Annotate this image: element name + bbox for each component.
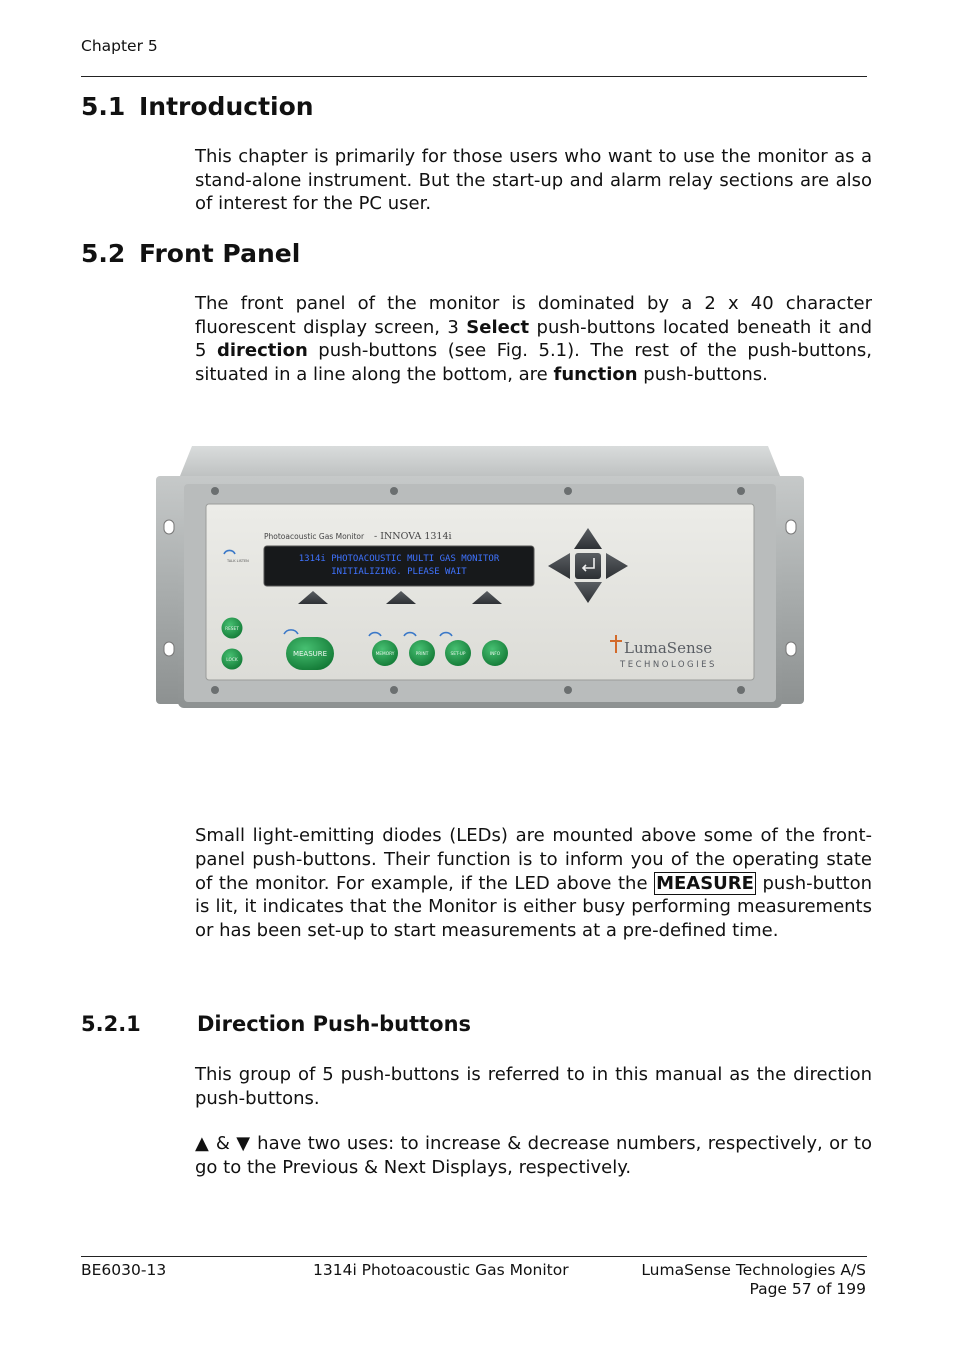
section-title: Introduction [139,92,314,121]
memory-label: MEMORY [375,652,395,657]
reset-label: RESET [225,627,239,632]
section-number: 5.1 [81,92,126,121]
display-line-2: INITIALIZING. PLEASE WAIT [331,567,467,577]
section-heading-5-2-1 [81,1012,471,1036]
setup-label: SET-UP [450,652,466,657]
direction-paragraph-2: ▲ & ▼ have two uses: to increase & decrease numbers, respectively, or to go to the Previous & Next Displays, respectively. [195,1133,872,1178]
lock-label: LOCK [226,658,238,663]
section-title: Front Panel [139,239,301,268]
intro-paragraph: This chapter is primarily for those users who want to use the monitor as a stand-alone instrument. But the start-up and alarm relay sections are also of interest for the PC user. [195,146,872,214]
running-header: Chapter 5 [81,37,158,55]
info-label: INFO [489,652,501,657]
footer-rule [81,1256,867,1257]
led-paragraph: Small light-emitting diodes (LEDs) are mounted above some of the front-panel push-buttons. Their function is to inform you of the operating state of the monitor. For example, if the LED above the MEASURE push-button is lit, it indicates that the Monitor is either busy performing measurements or has been set-up to start measurements at a pre-defined time. [195,825,872,942]
measure-label: MEASURE [292,650,328,658]
model-name: - INNOVA 1314i [374,531,452,542]
measure-boxed-keyword: MEASURE [656,872,754,894]
fluorescent-display [264,546,534,586]
brand-name: LumaSense [624,639,713,657]
footer-company: LumaSense Technologies A/S [641,1261,866,1279]
section-heading-5-1 [81,92,314,121]
section-number: 5.2 [81,239,126,268]
front-panel-paragraph: The front panel of the monitor is dominated by a 2 x 40 character fluorescent display screen, 3 Select push-buttons located beneath it and 5 direction push-buttons (see Fig. 5.1). The rest of the push-buttons, situated in a line along the bottom, are function push-buttons. [195,293,873,385]
section-number: 5.2.1 [81,1012,141,1036]
footer-doc-id: BE6030-13 [81,1261,167,1279]
footer-page-number: Page 57 of 199 [749,1280,866,1298]
model-label: Photoacoustic Gas Monitor [264,532,365,541]
talk-listen-label: TALK LISTEN [227,559,249,563]
section-title: Direction Push-buttons [197,1012,472,1036]
direction-paragraph-1: This group of 5 push-buttons is referred to in this manual as the direction push-buttons. [195,1064,872,1109]
header-rule [81,76,867,77]
brand-subtitle: TECHNOLOGIES [620,660,717,670]
display-line-1: 1314i PHOTOACOUSTIC MULTI GAS MONITOR [298,554,500,564]
print-label: PRINT [415,652,429,657]
direction-enter-button[interactable] [575,553,601,579]
front-panel-photo [150,432,810,717]
lumasense-logo [610,635,717,670]
footer-product: 1314i Photoacoustic Gas Monitor [313,1261,569,1279]
section-heading-5-2 [81,239,300,268]
